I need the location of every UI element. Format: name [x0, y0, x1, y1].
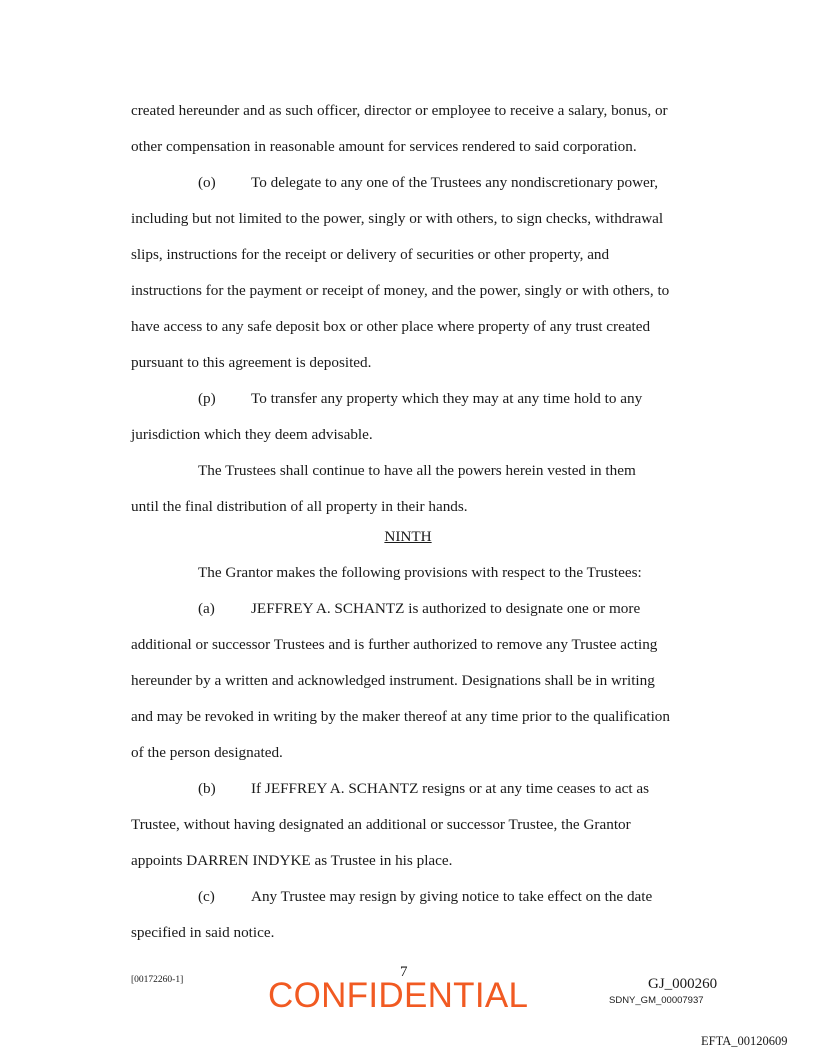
- body-line: jurisdiction which they deem advisable.: [131, 426, 373, 443]
- paragraph-text: Any Trustee may resign by giving notice to take effect on the date: [251, 888, 653, 905]
- efta-number: EFTA_00120609: [701, 1034, 788, 1048]
- body-line: and may be revoked in writing by the maker thereof at any time prior to the qualification: [131, 708, 670, 725]
- paragraph-a: [198, 601, 640, 616]
- body-line: slips, instructions for the receipt or delivery of securities or other property, and: [131, 246, 610, 263]
- bates-number-sdny: SDNY_GM_00007937: [609, 995, 704, 1006]
- paragraph-o: [198, 175, 658, 190]
- section-heading-ninth: NINTH: [384, 528, 432, 545]
- paragraph-text: JEFFREY A. SCHANTZ is authorized to designate one or more: [251, 600, 641, 617]
- body-line: other compensation in reasonable amount for services rendered to said corporation.: [131, 138, 637, 155]
- body-line: Trustee, without having designated an additional or successor Trustee, the Grantor: [131, 816, 631, 833]
- body-line: have access to any safe deposit box or other place where property of any trust created: [131, 318, 651, 335]
- item-marker: (a): [198, 600, 215, 617]
- body-line: instructions for the payment or receipt of money, and the power, singly or with others, to: [131, 282, 670, 299]
- body-line: created hereunder and as such officer, director or employee to receive a salary, bonus, or: [131, 102, 668, 119]
- item-marker: (b): [198, 780, 216, 797]
- body-line: including but not limited to the power, singly or with others, to sign checks, withdrawal: [131, 210, 664, 227]
- body-line: pursuant to this agreement is deposited.: [131, 354, 372, 371]
- body-line: hereunder by a written and acknowledged instrument. Designations shall be in writing: [131, 672, 655, 689]
- paragraph-b: [198, 781, 649, 796]
- paragraph-text: To delegate to any one of the Trustees any nondiscretionary power,: [251, 174, 659, 191]
- body-line: appoints DARREN INDYKE as Trustee in his place.: [131, 852, 453, 869]
- body-line: specified in said notice.: [131, 924, 275, 941]
- item-marker: (o): [198, 174, 216, 191]
- item-marker: (c): [198, 888, 215, 905]
- bates-number-gj: GJ_000260: [648, 976, 718, 992]
- body-line: until the final distribution of all property in their hands.: [131, 498, 468, 515]
- body-line: of the person designated.: [131, 744, 283, 761]
- item-marker: (p): [198, 390, 216, 407]
- page-number: 7: [400, 964, 408, 980]
- paragraph-c: [198, 889, 652, 904]
- document-id: [00172260-1]: [131, 975, 184, 985]
- paragraph-text: If JEFFREY A. SCHANTZ resigns or at any time ceases to act as: [251, 780, 650, 797]
- paragraph-text: To transfer any property which they may at any time hold to any: [251, 390, 643, 407]
- paragraph-p: [198, 391, 642, 406]
- paragraph-powers: The Trustees shall continue to have all the powers herein vested in them: [198, 462, 636, 479]
- paragraph-ninth-intro: The Grantor makes the following provisions with respect to the Trustees:: [198, 564, 642, 581]
- confidential-stamp: CONFIDENTIAL: [268, 976, 529, 1015]
- body-line: additional or successor Trustees and is further authorized to remove any Trustee acting: [131, 636, 658, 653]
